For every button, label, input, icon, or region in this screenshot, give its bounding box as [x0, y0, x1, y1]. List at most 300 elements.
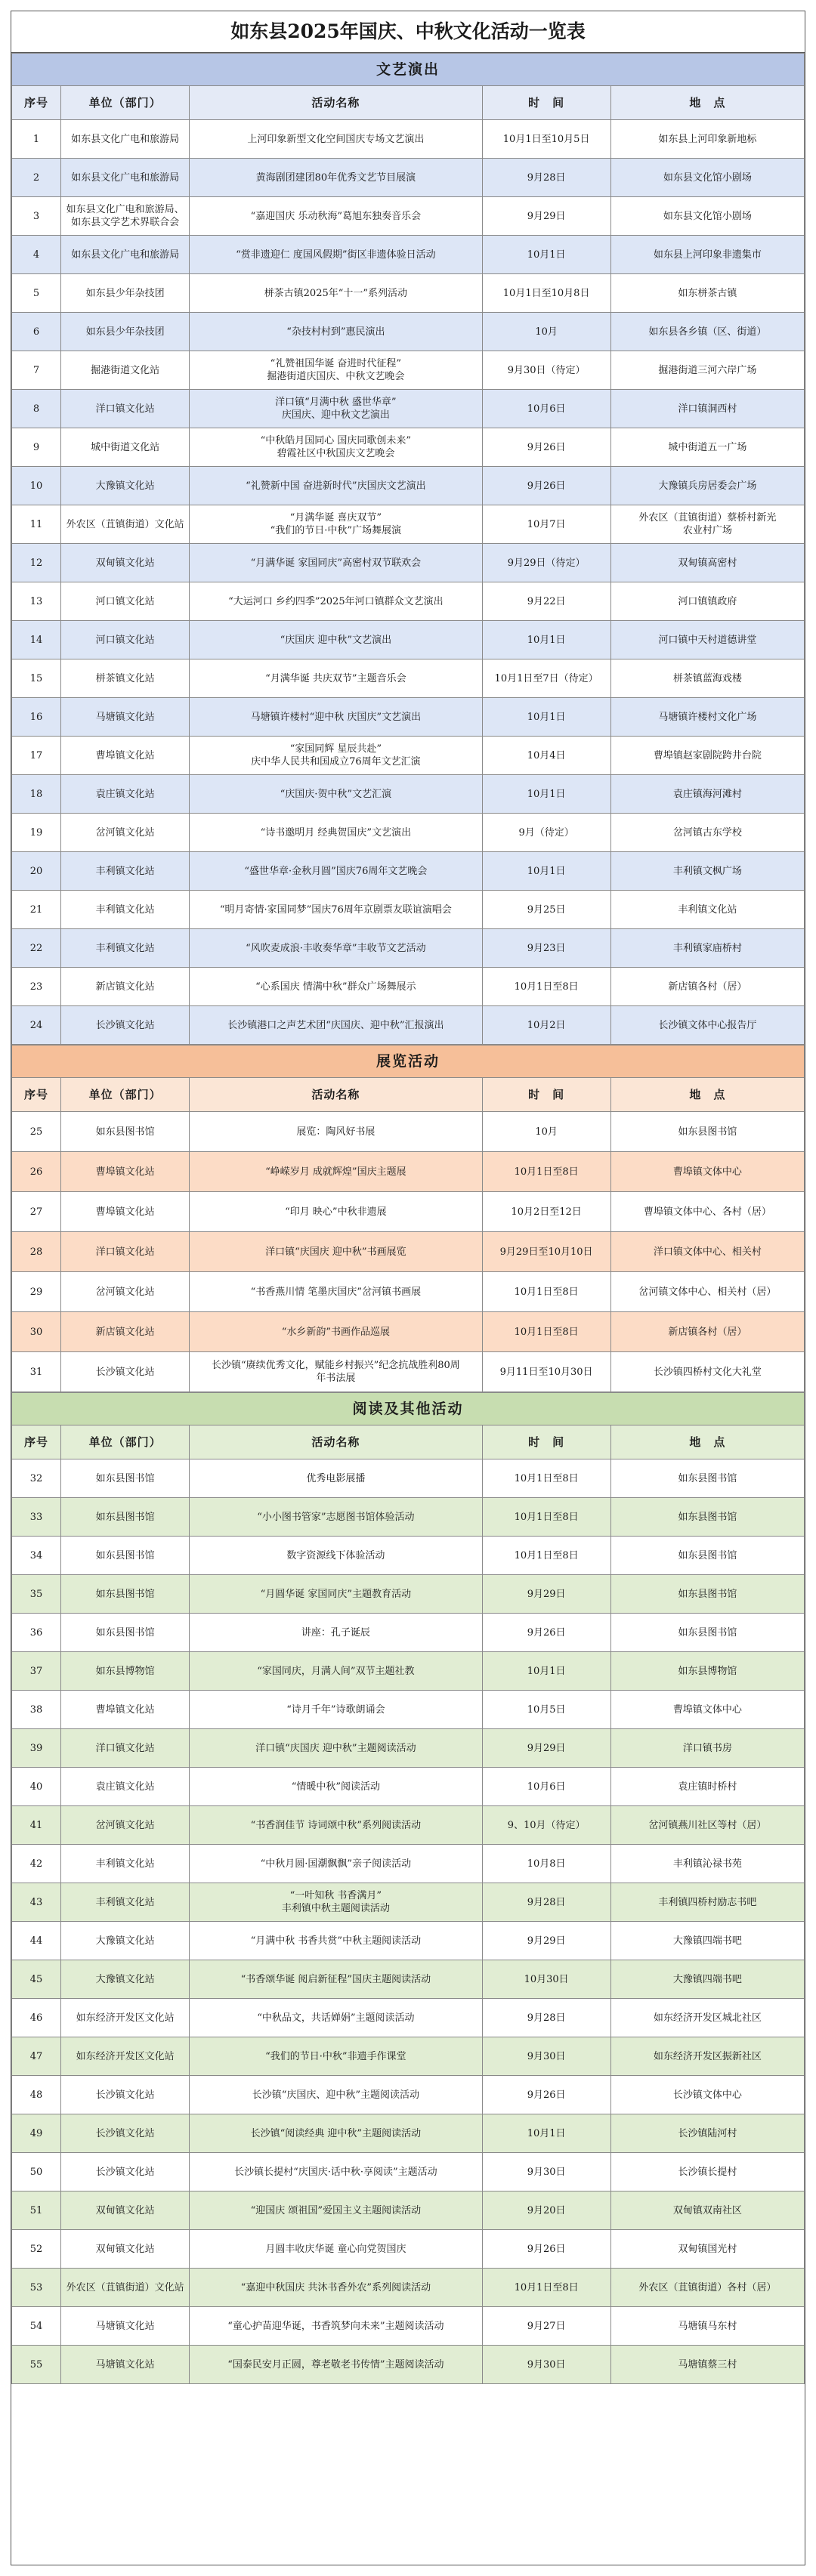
row-number: 27	[12, 1192, 61, 1232]
table-row	[12, 120, 805, 159]
row-unit: 曹埠镇文化站	[61, 1691, 190, 1729]
row-activity: 上河印象新型文化空间国庆专场文艺演出	[190, 120, 482, 159]
row-unit: 如东县图书馆	[61, 1112, 190, 1152]
table-row	[12, 1768, 805, 1806]
row-activity: “月满华诞 家国同庆”高密村双节联欢会	[190, 544, 482, 582]
row-location: 长沙镇长提村	[610, 2153, 804, 2191]
row-unit: 长沙镇文化站	[61, 2153, 190, 2191]
row-location: 丰利镇文化站	[610, 891, 804, 929]
row-unit: 如东县少年杂技团	[61, 313, 190, 351]
table-row	[12, 1806, 805, 1845]
row-activity: “礼赞新中国 奋进新时代”庆国庆文艺演出	[190, 467, 482, 505]
row-unit: 丰利镇文化站	[61, 891, 190, 929]
row-number: 19	[12, 814, 61, 852]
table-row	[12, 775, 805, 814]
row-location: 岔河镇燕川社区等村（居）	[610, 1806, 804, 1845]
row-unit: 如东县图书馆	[61, 1459, 190, 1498]
row-time: 9月26日	[482, 2076, 610, 2114]
row-location: 马塘镇许楼村文化广场	[610, 698, 804, 737]
table-row	[12, 390, 805, 428]
table-row	[12, 351, 805, 390]
row-time: 9月30日	[482, 2037, 610, 2076]
row-time: 10月1日至8日	[482, 2269, 610, 2307]
row-location: 如东经济开发区振新社区	[610, 2037, 804, 2076]
table-row	[12, 891, 805, 929]
row-number: 36	[12, 1614, 61, 1652]
table-row	[12, 2230, 805, 2269]
row-time: 9月11日至10月30日	[482, 1352, 610, 1392]
row-location: 如东县图书馆	[610, 1498, 804, 1537]
row-activity: “中秋皓月国同心 国庆同歌创未来” 碧霞社区中秋国庆文艺晚会	[190, 428, 482, 467]
row-unit: 新店镇文化站	[61, 1312, 190, 1352]
row-unit: 如东县博物馆	[61, 1652, 190, 1691]
section-title: 阅读及其他活动	[12, 1393, 805, 1425]
row-activity: “小小图书管家”志愿图书馆体验活动	[190, 1498, 482, 1537]
row-number: 17	[12, 737, 61, 775]
table-row	[12, 1729, 805, 1768]
table-row	[12, 313, 805, 351]
table-row	[12, 428, 805, 467]
row-time: 10月1日	[482, 2114, 610, 2153]
row-unit: 长沙镇文化站	[61, 1006, 190, 1045]
row-number: 13	[12, 582, 61, 621]
row-unit: 如东经济开发区文化站	[61, 1999, 190, 2037]
row-unit: 双甸镇文化站	[61, 544, 190, 582]
row-unit: 曹埠镇文化站	[61, 737, 190, 775]
row-number: 39	[12, 1729, 61, 1768]
header-row	[12, 86, 805, 120]
row-activity: “诗月千年”诗歌朗诵会	[190, 1691, 482, 1729]
table-row	[12, 2307, 805, 2346]
table-row	[12, 2191, 805, 2230]
row-activity: 长沙镇港口之声艺术团“庆国庆、迎中秋”汇报演出	[190, 1006, 482, 1045]
row-activity: “家国同辉 星辰共赴” 庆中华人民共和国成立76周年文艺汇演	[190, 737, 482, 775]
row-location: 长沙镇文体中心	[610, 2076, 804, 2114]
row-number: 3	[12, 197, 61, 236]
row-time: 10月1日	[482, 698, 610, 737]
row-location: 大豫镇兵房居委会广场	[610, 467, 804, 505]
row-number: 32	[12, 1459, 61, 1498]
row-activity: 洋口镇“庆国庆 迎中秋”书画展览	[190, 1232, 482, 1272]
row-time: 9月28日	[482, 159, 610, 197]
row-activity: “月圆华诞 家国同庆”主题教育活动	[190, 1575, 482, 1614]
row-activity: “赏非遗迎仁 度国风假期”街区非遗体验日活动	[190, 236, 482, 274]
table-row	[12, 1006, 805, 1045]
row-unit: 岔河镇文化站	[61, 814, 190, 852]
row-number: 1	[12, 120, 61, 159]
row-time: 10月30日	[482, 1960, 610, 1999]
row-time: 9月（待定）	[482, 814, 610, 852]
row-time: 9月22日	[482, 582, 610, 621]
row-number: 14	[12, 621, 61, 659]
row-activity: “诗书邀明月 经典贺国庆”文艺演出	[190, 814, 482, 852]
column-header: 活动名称	[190, 1078, 482, 1112]
table-row	[12, 274, 805, 313]
row-location: 如东县图书馆	[610, 1614, 804, 1652]
row-number: 45	[12, 1960, 61, 1999]
row-unit: 大豫镇文化站	[61, 1960, 190, 1999]
row-number: 20	[12, 852, 61, 891]
row-number: 40	[12, 1768, 61, 1806]
row-number: 29	[12, 1272, 61, 1312]
row-time: 10月2日至12日	[482, 1192, 610, 1232]
column-header: 时 间	[482, 1425, 610, 1459]
column-header: 地 点	[610, 86, 804, 120]
row-unit: 新店镇文化站	[61, 968, 190, 1006]
row-location: 丰利镇文枫广场	[610, 852, 804, 891]
table-row	[12, 2114, 805, 2153]
row-unit: 河口镇文化站	[61, 621, 190, 659]
table-row	[12, 1883, 805, 1922]
row-activity: “书香燕川情 笔墨庆国庆”岔河镇书画展	[190, 1272, 482, 1312]
row-unit: 马塘镇文化站	[61, 2346, 190, 2384]
row-location: 如东县图书馆	[610, 1537, 804, 1575]
row-unit: 外农区（苴镇街道）文化站	[61, 2269, 190, 2307]
row-location: 曹埠镇文体中心	[610, 1152, 804, 1192]
row-location: 新店镇各村（居）	[610, 968, 804, 1006]
section-table	[11, 53, 805, 1045]
row-time: 9月26日	[482, 428, 610, 467]
row-activity: “童心护苗迎华诞，书香筑梦向未来”主题阅读活动	[190, 2307, 482, 2346]
row-unit: 袁庄镇文化站	[61, 1768, 190, 1806]
row-location: 曹埠镇文体中心	[610, 1691, 804, 1729]
row-unit: 岔河镇文化站	[61, 1806, 190, 1845]
header-row	[12, 1078, 805, 1112]
row-unit: 长沙镇文化站	[61, 2114, 190, 2153]
row-time: 9月29日	[482, 1922, 610, 1960]
row-number: 21	[12, 891, 61, 929]
row-number: 48	[12, 2076, 61, 2114]
row-unit: 丰利镇文化站	[61, 929, 190, 968]
row-unit: 如东经济开发区文化站	[61, 2037, 190, 2076]
row-location: 如东栟茶古镇	[610, 274, 804, 313]
table-row	[12, 1999, 805, 2037]
row-location: 岔河镇古东学校	[610, 814, 804, 852]
row-location: 双甸镇双南社区	[610, 2191, 804, 2230]
row-unit: 如东县图书馆	[61, 1614, 190, 1652]
row-unit: 丰利镇文化站	[61, 852, 190, 891]
row-activity: 黄海剧团建团80年优秀文艺节目展演	[190, 159, 482, 197]
row-activity: “印月 映心”中秋非遗展	[190, 1192, 482, 1232]
row-location: 丰利镇家庙桥村	[610, 929, 804, 968]
row-unit: 马塘镇文化站	[61, 2307, 190, 2346]
table-row	[12, 159, 805, 197]
row-time: 10月	[482, 313, 610, 351]
row-unit: 城中街道文化站	[61, 428, 190, 467]
row-unit: 栟茶镇文化站	[61, 659, 190, 698]
row-time: 10月1日	[482, 621, 610, 659]
table-row	[12, 852, 805, 891]
row-unit: 外农区（苴镇街道）文化站	[61, 505, 190, 544]
row-activity: “峥嵘岁月 成就辉煌”国庆主题展	[190, 1152, 482, 1192]
column-header: 单位（部门）	[61, 1425, 190, 1459]
row-activity: 展览：陶风好书展	[190, 1112, 482, 1152]
table-row	[12, 197, 805, 236]
row-number: 7	[12, 351, 61, 390]
row-activity: “中秋月圆·国潮飘飘”亲子阅读活动	[190, 1845, 482, 1883]
row-number: 53	[12, 2269, 61, 2307]
row-number: 22	[12, 929, 61, 968]
row-activity: “家国同庆，月满人间”双节主题社教	[190, 1652, 482, 1691]
row-activity: 长沙镇“赓续优秀文化，赋能乡村振兴”纪念抗战胜利80周 年书法展	[190, 1352, 482, 1392]
row-time: 9月25日	[482, 891, 610, 929]
table-row	[12, 2076, 805, 2114]
table-row	[12, 1960, 805, 1999]
row-number: 12	[12, 544, 61, 582]
row-time: 10月1日至8日	[482, 1152, 610, 1192]
row-number: 47	[12, 2037, 61, 2076]
row-time: 10月	[482, 1112, 610, 1152]
row-time: 9月30日	[482, 2153, 610, 2191]
row-unit: 如东县文化广电和旅游局、 如东县文学艺术界联合会	[61, 197, 190, 236]
row-number: 44	[12, 1922, 61, 1960]
row-location: 洋口镇文体中心、相关村	[610, 1232, 804, 1272]
row-location: 洋口镇书房	[610, 1729, 804, 1768]
row-location: 双甸镇国光村	[610, 2230, 804, 2269]
row-activity: “情暖中秋”阅读活动	[190, 1768, 482, 1806]
row-activity: “水乡新韵”书画作品巡展	[190, 1312, 482, 1352]
row-time: 10月2日	[482, 1006, 610, 1045]
row-unit: 大豫镇文化站	[61, 1922, 190, 1960]
section-table	[11, 1392, 805, 2384]
row-location: 双甸镇高密村	[610, 544, 804, 582]
row-unit: 掘港街道文化站	[61, 351, 190, 390]
table-row	[12, 2153, 805, 2191]
row-unit: 丰利镇文化站	[61, 1845, 190, 1883]
row-number: 43	[12, 1883, 61, 1922]
row-activity: 洋口镇“庆国庆 迎中秋”主题阅读活动	[190, 1729, 482, 1768]
row-time: 10月1日	[482, 1652, 610, 1691]
row-number: 34	[12, 1537, 61, 1575]
row-time: 10月1日至8日	[482, 1498, 610, 1537]
table-row	[12, 1112, 805, 1152]
column-header: 单位（部门）	[61, 86, 190, 120]
column-header: 单位（部门）	[61, 1078, 190, 1112]
table-row	[12, 2346, 805, 2384]
row-time: 9月28日	[482, 1883, 610, 1922]
row-location: 如东县上河印象新地标	[610, 120, 804, 159]
row-time: 10月8日	[482, 1845, 610, 1883]
row-number: 4	[12, 236, 61, 274]
row-unit: 丰利镇文化站	[61, 1883, 190, 1922]
row-number: 8	[12, 390, 61, 428]
table-row	[12, 1312, 805, 1352]
row-time: 9月29日	[482, 197, 610, 236]
table-row	[12, 1152, 805, 1192]
row-time: 9月23日	[482, 929, 610, 968]
row-unit: 长沙镇文化站	[61, 1352, 190, 1392]
table-row	[12, 1272, 805, 1312]
row-time: 9月26日	[482, 467, 610, 505]
column-header: 活动名称	[190, 1425, 482, 1459]
row-number: 46	[12, 1999, 61, 2037]
row-number: 52	[12, 2230, 61, 2269]
row-unit: 洋口镇文化站	[61, 390, 190, 428]
row-activity: 讲座：孔子诞辰	[190, 1614, 482, 1652]
row-unit: 曹埠镇文化站	[61, 1192, 190, 1232]
row-unit: 如东县文化广电和旅游局	[61, 159, 190, 197]
table-row	[12, 1922, 805, 1960]
row-unit: 如东县图书馆	[61, 1537, 190, 1575]
table-row	[12, 1575, 805, 1614]
row-activity: 月圆丰收庆华诞 童心向党贺国庆	[190, 2230, 482, 2269]
sections-container	[11, 53, 805, 2384]
row-number: 5	[12, 274, 61, 313]
row-activity: “嘉迎国庆 乐动秋海”葛旭东独奏音乐会	[190, 197, 482, 236]
row-location: 曹埠镇文体中心、各村（居）	[610, 1192, 804, 1232]
row-time: 10月5日	[482, 1691, 610, 1729]
row-time: 9月29日	[482, 1575, 610, 1614]
row-number: 51	[12, 2191, 61, 2230]
row-unit: 曹埠镇文化站	[61, 1152, 190, 1192]
table-row	[12, 621, 805, 659]
row-time: 9月20日	[482, 2191, 610, 2230]
row-number: 38	[12, 1691, 61, 1729]
table-row	[12, 1614, 805, 1652]
row-unit: 双甸镇文化站	[61, 2191, 190, 2230]
row-location: 岔河镇文体中心、相关村（居）	[610, 1272, 804, 1312]
row-location: 长沙镇陆河村	[610, 2114, 804, 2153]
row-time: 10月6日	[482, 390, 610, 428]
table-row	[12, 1352, 805, 1392]
row-time: 10月1日至8日	[482, 1272, 610, 1312]
row-time: 9月30日（待定）	[482, 351, 610, 390]
row-location: 掘港街道三河六岸广场	[610, 351, 804, 390]
column-header: 序号	[12, 1078, 61, 1112]
table-row	[12, 505, 805, 544]
row-activity: “礼赞祖国华诞 奋进时代征程” 掘港街道庆国庆、中秋文艺晚会	[190, 351, 482, 390]
header-row	[12, 1425, 805, 1459]
row-activity: 长沙镇“庆国庆、迎中秋”主题阅读活动	[190, 2076, 482, 2114]
row-time: 10月7日	[482, 505, 610, 544]
table-row	[12, 2269, 805, 2307]
table-row	[12, 659, 805, 698]
row-time: 10月1日	[482, 852, 610, 891]
row-time: 10月1日	[482, 236, 610, 274]
row-activity: “嘉迎中秋国庆 共沐书香外农”系列阅读活动	[190, 2269, 482, 2307]
row-number: 24	[12, 1006, 61, 1045]
column-header: 地 点	[610, 1078, 804, 1112]
row-unit: 岔河镇文化站	[61, 1272, 190, 1312]
row-number: 10	[12, 467, 61, 505]
section-title: 文艺演出	[12, 54, 805, 86]
row-location: 如东县文化馆小剧场	[610, 159, 804, 197]
row-activity: 马塘镇许楼村“迎中秋 庆国庆”文艺演出	[190, 698, 482, 737]
row-unit: 大豫镇文化站	[61, 467, 190, 505]
row-activity: “中秋品文，共话婵娟”主题阅读活动	[190, 1999, 482, 2037]
table-row	[12, 1192, 805, 1232]
row-number: 41	[12, 1806, 61, 1845]
row-time: 9月29日至10月10日	[482, 1232, 610, 1272]
row-time: 9月30日	[482, 2346, 610, 2384]
row-time: 9月26日	[482, 1614, 610, 1652]
row-activity: “庆国庆 迎中秋”文艺演出	[190, 621, 482, 659]
row-number: 42	[12, 1845, 61, 1883]
row-activity: “杂技村村到”惠民演出	[190, 313, 482, 351]
row-location: 河口镇镇政府	[610, 582, 804, 621]
row-unit: 长沙镇文化站	[61, 2076, 190, 2114]
row-number: 16	[12, 698, 61, 737]
row-activity: “风吹麦成浪·丰收奏华章”丰收节文艺活动	[190, 929, 482, 968]
row-unit: 洋口镇文化站	[61, 1232, 190, 1272]
row-location: 大豫镇四端书吧	[610, 1922, 804, 1960]
row-time: 10月1日至8日	[482, 1459, 610, 1498]
row-location: 如东县图书馆	[610, 1112, 804, 1152]
row-time: 10月4日	[482, 737, 610, 775]
row-number: 33	[12, 1498, 61, 1537]
row-unit: 河口镇文化站	[61, 582, 190, 621]
row-activity: 数字资源线下体验活动	[190, 1537, 482, 1575]
row-number: 54	[12, 2307, 61, 2346]
section-table	[11, 1045, 805, 1392]
row-activity: 长沙镇“阅读经典 迎中秋”主题阅读活动	[190, 2114, 482, 2153]
table-row	[12, 467, 805, 505]
row-location: 袁庄镇时桥村	[610, 1768, 804, 1806]
row-location: 栟茶镇蓝海戏楼	[610, 659, 804, 698]
row-activity: “庆国庆·贺中秋”文艺汇演	[190, 775, 482, 814]
row-location: 如东县博物馆	[610, 1652, 804, 1691]
row-location: 如东县文化馆小剧场	[610, 197, 804, 236]
row-number: 49	[12, 2114, 61, 2153]
row-activity: 优秀电影展播	[190, 1459, 482, 1498]
row-unit: 如东县图书馆	[61, 1575, 190, 1614]
row-activity: “明月寄情·家国同梦”国庆76周年京剧票友联谊演唱会	[190, 891, 482, 929]
row-number: 11	[12, 505, 61, 544]
row-time: 10月1日至7日（待定）	[482, 659, 610, 698]
row-unit: 如东县少年杂技团	[61, 274, 190, 313]
column-header: 序号	[12, 86, 61, 120]
row-unit: 如东县文化广电和旅游局	[61, 236, 190, 274]
row-location: 曹埠镇赵家剧院跨井台院	[610, 737, 804, 775]
row-location: 城中街道五一广场	[610, 428, 804, 467]
row-activity: “书香润佳节 诗词颂中秋”系列阅读活动	[190, 1806, 482, 1845]
row-location: 如东县各乡镇（区、街道）	[610, 313, 804, 351]
row-number: 35	[12, 1575, 61, 1614]
table-row	[12, 814, 805, 852]
row-activity: “迎国庆 颂祖国”爱国主义主题阅读活动	[190, 2191, 482, 2230]
row-time: 10月6日	[482, 1768, 610, 1806]
row-activity: “月满中秋 书香共赏”中秋主题阅读活动	[190, 1922, 482, 1960]
column-header: 时 间	[482, 86, 610, 120]
table-row	[12, 968, 805, 1006]
row-time: 9月29日（待定）	[482, 544, 610, 582]
row-location: 如东县图书馆	[610, 1575, 804, 1614]
row-activity: “书香颂华诞 阅启新征程”国庆主题阅读活动	[190, 1960, 482, 1999]
row-number: 18	[12, 775, 61, 814]
row-number: 15	[12, 659, 61, 698]
row-number: 9	[12, 428, 61, 467]
row-location: 如东经济开发区城北社区	[610, 1999, 804, 2037]
table-row	[12, 698, 805, 737]
row-activity: “盛世华章·金秋月圆”国庆76周年文艺晚会	[190, 852, 482, 891]
table-row	[12, 582, 805, 621]
row-location: 长沙镇四桥村文化大礼堂	[610, 1352, 804, 1392]
table-row	[12, 1459, 805, 1498]
row-activity: “国泰民安月正圆，尊老敬老书传情”主题阅读活动	[190, 2346, 482, 2384]
row-time: 10月1日至10月5日	[482, 120, 610, 159]
row-location: 如东县上河印象非遗集市	[610, 236, 804, 274]
row-number: 50	[12, 2153, 61, 2191]
row-location: 外农区（苴镇街道）各村（居）	[610, 2269, 804, 2307]
row-location: 袁庄镇海河滩村	[610, 775, 804, 814]
page-title: 如东县2025年国庆、中秋文化活动一览表	[11, 11, 805, 53]
row-time: 9月26日	[482, 2230, 610, 2269]
row-activity: “一叶知秋 书香满月” 丰利镇中秋主题阅读活动	[190, 1883, 482, 1922]
row-location: 丰利镇沁禄书苑	[610, 1845, 804, 1883]
table-row	[12, 737, 805, 775]
row-time: 9月27日	[482, 2307, 610, 2346]
column-header: 地 点	[610, 1425, 804, 1459]
